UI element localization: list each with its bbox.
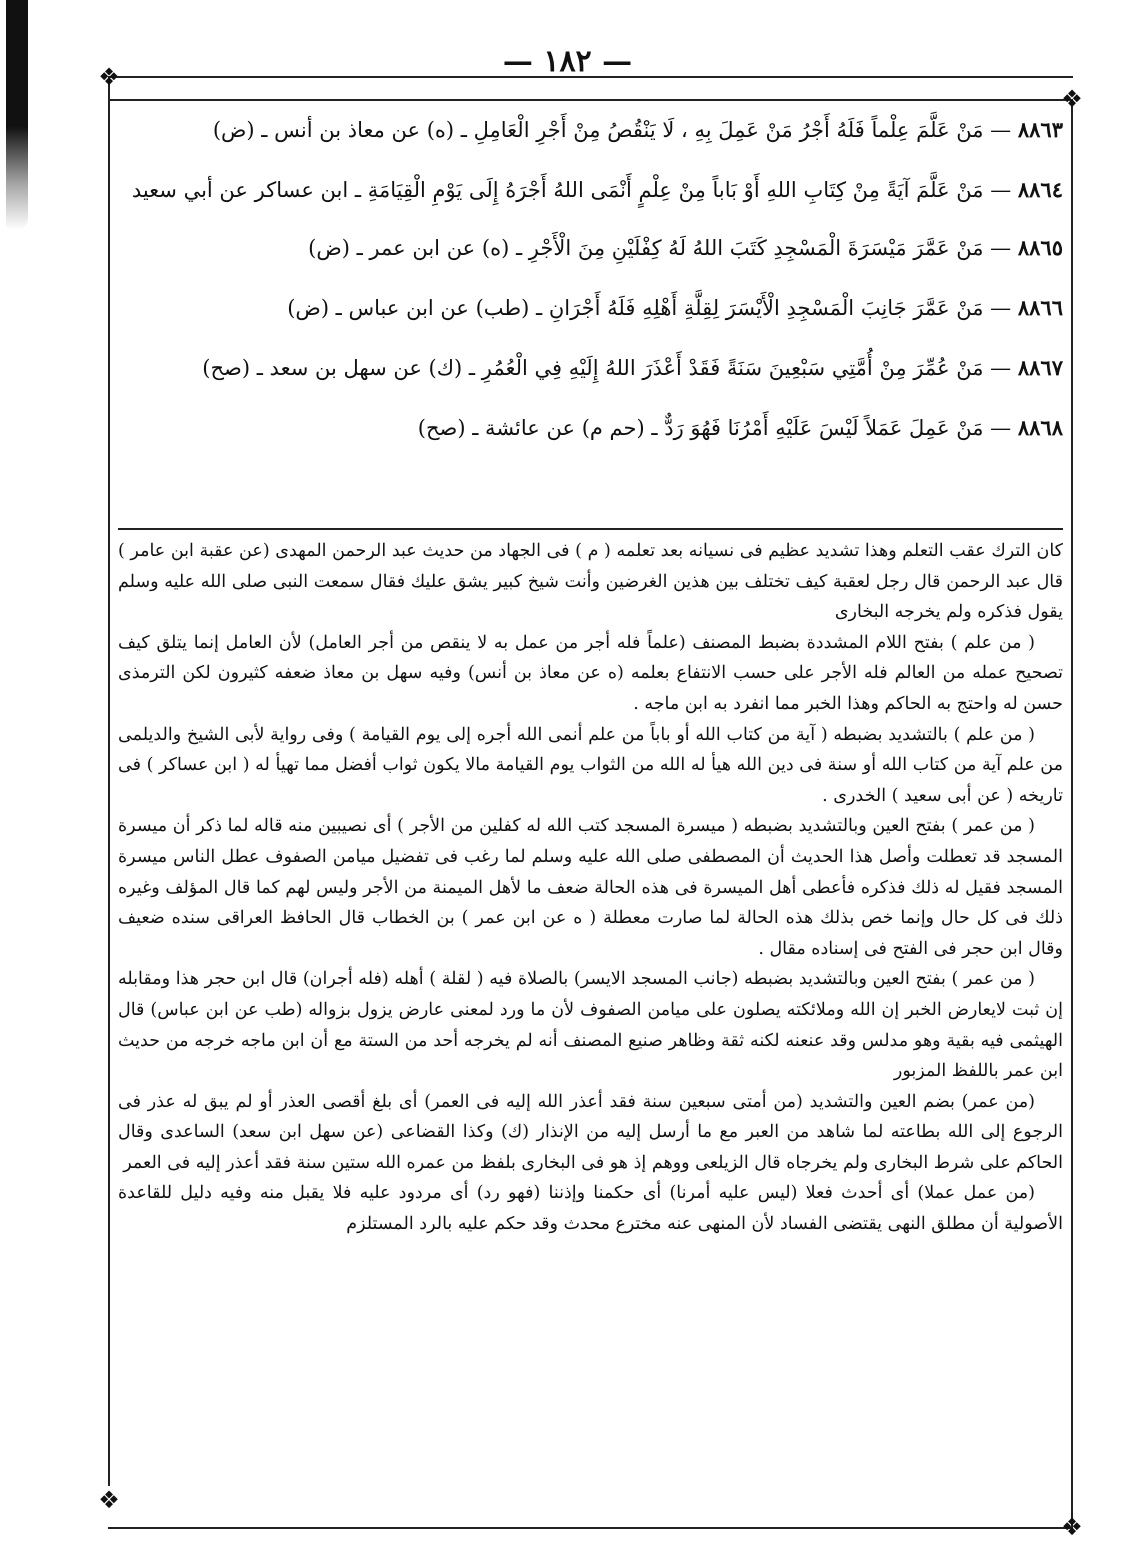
hadith-number: ٨٨٦٥: [1017, 235, 1063, 260]
hadith-number: ٨٨٦٧: [1017, 355, 1063, 380]
hadith-list: [118, 112, 1063, 470]
decorative-corner-ornament-icon: ❖: [1061, 85, 1083, 113]
page-frame-top-inner: [108, 99, 1073, 101]
hadith-item: [118, 350, 1063, 386]
hadith-item: [118, 112, 1063, 148]
commentary-section: [118, 536, 1063, 1240]
page-frame-bottom: [108, 1527, 1073, 1529]
hadith-item: [118, 410, 1063, 446]
hadith-text: — مَنْ عَلَّمَ عِلْماً فَلَهُ أَجْرُ مَنْ عَمِلَ بِهِ ، لَا يَنْقُصُ مِنْ أَجْرِ الْعَامِلِ ـ (ه) عن معاذ بن أنس ـ (ض): [212, 118, 1012, 142]
section-divider: [118, 528, 1063, 530]
page-number: — ١٨٢ —: [502, 44, 633, 79]
hadith-number: ٨٨٦٨: [1017, 415, 1063, 440]
hadith-number: ٨٨٦٣: [1017, 117, 1063, 142]
hadith-item: [118, 290, 1063, 326]
page-frame-right: [1071, 99, 1073, 1529]
page-frame-left: [108, 76, 110, 1486]
hadith-text: — مَنْ عَمِلَ عَمَلاً لَيْسَ عَلَيْهِ أَمْرُنَا فَهُوَ رَدٌّ ـ (حم م) عن عائشة ـ (صح): [417, 416, 1012, 440]
commentary-paragraph: ( من عمر ) بفتح العين وبالتشديد بضبطه (جانب المسجد الايسر) بالصلاة فيه ( لقلة ) أهله (فله أجران) قال ابن حجر هذا ومقابله إن ثبت لايعارض الخبر إن الله وملائكته يصلون على ميامن الصفوف لأن ما ورد لمعنى عارض يزول بزواله (طب عن ابن عباس) قال الهيثمى فيه بقية وهو مدلس وقد عنعنه لكنه ثقة وظاهر صنيع المصنف أنه لم يخرجه أحد من الستة مع أن ابن ماجه خرجه من حديث ابن عمر باللفظ المزبور: [118, 969, 1063, 1082]
commentary-paragraph: ( من علم ) بالتشديد بضبطه ( آية من كتاب الله أو باباً من علم أنمى الله أجره إلى يوم القيامة ) وفى رواية لأبى الشيخ والديلمى من علم آية من كتاب الله أو سنة فى دين الله هيأ له الله من الثواب يوم القيامة مالا يكون ثواب أفضل مما تهيأ له ( ابن عساكر ) فى تاريخه ( عن أبى سعيد ) الخدرى .: [118, 724, 1063, 806]
commentary-paragraph: (من عمر) بضم العين والتشديد (من أمتى سبعين سنة فقد أعذر الله إليه فى العمر) أى بلغ أقصى العذر أو لم يبق له عذر فى الرجوع إلى الله بطاعته لما شاهد من العبر مع ما أرسل إليه من الإنذار (ك) وكذا القضاعى (عن سهل ابن سعد) الساعدى وقال الحاكم على شرط البخارى ولم يخرجاه قال الزيلعى ووهم إذ هو فى البخارى بلفظ من عمره الله ستين سنة فقد أعذر إليه فى العمر: [118, 1091, 1063, 1173]
hadith-number: ٨٨٦٤: [1017, 177, 1063, 202]
decorative-corner-ornament-icon: ❖: [98, 63, 120, 91]
commentary-paragraph: (من عمل عملا) أى أحدث فعلا (ليس عليه أمرنا) أى حكمنا وإذننا (فهو رد) أى مردود عليه فلا يقبل منه وفيه دليل للقاعدة الأصولية أن مطلق النهى يقتضى الفساد لأن المنهى عنه مخترع محدث وقد حكم عليه بالرد المستلزم: [118, 1183, 1063, 1235]
decorative-corner-ornament-icon: ❖: [1061, 1513, 1083, 1541]
hadith-text: — مَنْ عَمَّرَ مَيْسَرَةَ الْمَسْجِدِ كَتَبَ اللهُ لَهُ كِفْلَيْنِ مِنَ الْأَجْرِ ـ (ه) عن ابن عمر ـ (ض): [308, 236, 1012, 260]
commentary-paragraph: ( من عمر ) بفتح العين وبالتشديد بضبطه ( ميسرة المسجد كتب الله له كفلين من الأجر ) أى نصيبين منه قاله لما ذكر أن ميسرة المسجد قد تعطلت وأصل هذا الحديث أن المصطفى صلى الله عليه وسلم لما رغب فى تفضيل ميامن الصفوف عطل الناس ميسرة المسجد فقيل له ذلك فذكره فأعطى أهل الميسرة فى هذه الحالة ضعف ما لأهل الميمنة من الأجر وليس لهم كما قال المؤلف وغيره ذلك فى كل حال وإنما خص بذلك هذه الحالة لما صارت معطلة ( ه عن ابن عمر ) بن الخطاب قال الحافظ العراقى سنده ضعيف وقال ابن حجر فى الفتح فى إسناده مقال .: [118, 816, 1063, 959]
scan-artifact: [6, 0, 28, 230]
hadith-item: [118, 172, 1063, 208]
hadith-text: — مَنْ عُمِّرَ مِنْ أُمَّتِي سَبْعِينَ سَنَةً فَقَدْ أَعْذَرَ اللهُ إِلَيْهِ فِي الْعُمُرِ ـ (ك) عن سهل بن سعد ـ (صح): [202, 356, 1012, 380]
hadith-item: [118, 230, 1063, 266]
commentary-paragraph: كان الترك عقب التعلم وهذا تشديد عظيم فى نسيانه بعد تعلمه ( م ) فى الجهاد من حديث عبد الرحمن المهدى (عن عقبة ابن عامر ) قال عبد الرحمن قال رجل لعقبة كيف تختلف بين هذين الغرضين وأنت شيخ كبير يشق عليك فقال سمعت النبى صلى الله عليه وسلم يقول فذكره ولم يخرجه البخارى: [118, 541, 1063, 623]
hadith-number: ٨٨٦٦: [1017, 295, 1063, 320]
hadith-text: — مَنْ عَلَّمَ آيَةً مِنْ كِتَابِ اللهِ أَوْ بَاباً مِنْ عِلْمٍ أَنْمَى اللهُ أَجْرَهُ إِلَى يَوْمِ الْقِيَامَةِ ـ ابن عساكر عن أبي سعيد: [131, 178, 1012, 202]
hadith-text: — مَنْ عَمَّرَ جَانِبَ الْمَسْجِدِ الْأَيْسَرَ لِقِلَّةِ أَهْلِهِ فَلَهُ أَجْرَانِ ـ (طب) عن ابن عباس ـ (ض): [287, 296, 1012, 320]
decorative-corner-ornament-icon: ❖: [98, 1486, 120, 1514]
commentary-paragraph: ( من علم ) بفتح اللام المشددة بضبط المصنف (علماً فله أجر من عمل به لا ينقص من أجر العامل) لأن العامل إنما يتلق كيف تصحيح عمله من العالم فله الأجر على حسب الانتفاع بعلمه (ه عن معاذ بن أنس) وفيه سهل بن معاذ ضعفه كثيرون لكن الترمذى حسن له واحتج به الحاكم وهذا الخبر مما انفرد به ابن ماجه .: [118, 632, 1063, 714]
